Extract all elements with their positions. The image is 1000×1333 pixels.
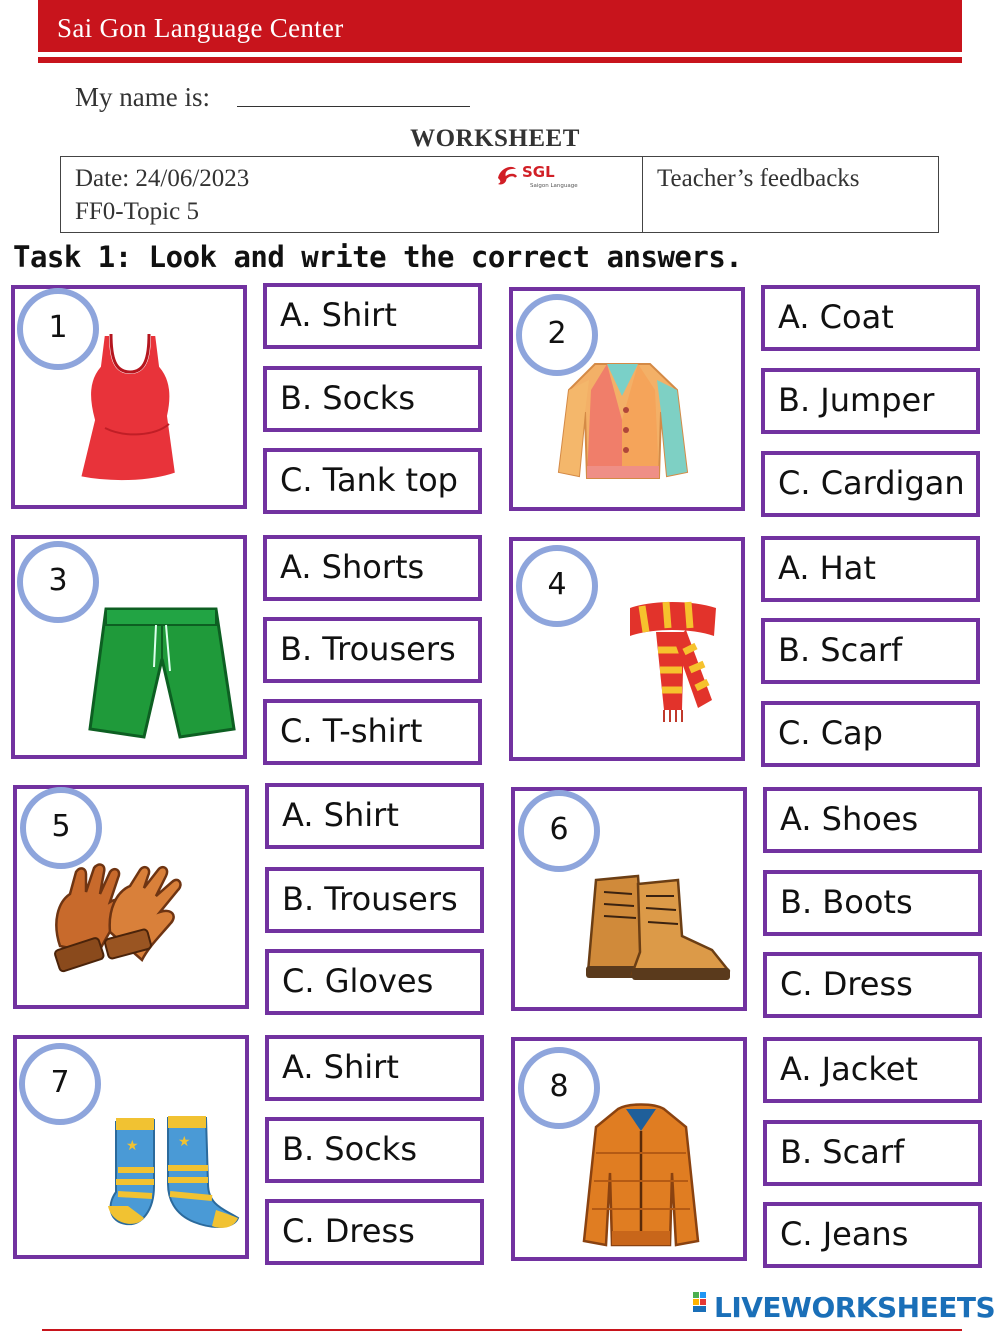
question-5-option-b[interactable]: B. Trousers — [265, 867, 484, 933]
task-title: Task 1: Look and write the correct answers. — [13, 240, 743, 274]
question-1-number: 1 — [48, 310, 68, 345]
footer-line — [42, 1329, 962, 1331]
question-3-option-b[interactable]: B. Trousers — [263, 617, 482, 683]
question-7-option-c[interactable]: C. Dress — [265, 1199, 484, 1265]
liveworksheets-brand[interactable]: LIVEWORKSHEETS — [714, 1291, 996, 1324]
question-4-option-a[interactable]: A. Hat — [761, 536, 980, 602]
question-4-option-b[interactable]: B. Scarf — [761, 618, 980, 684]
question-2-option-a[interactable]: A. Coat — [761, 285, 980, 351]
question-4-option-c[interactable]: C. Cap — [761, 701, 980, 767]
question-8-option-c[interactable]: C. Jeans — [763, 1202, 982, 1268]
question-8-option-a[interactable]: A. Jacket — [763, 1037, 982, 1103]
boots-icon — [582, 872, 734, 982]
question-2-number: 2 — [547, 316, 567, 351]
gloves-icon — [48, 862, 196, 974]
question-3-number: 3 — [48, 563, 68, 598]
sgl-logo — [494, 160, 586, 190]
question-5-option-a[interactable]: A. Shirt — [265, 783, 484, 849]
question-5-number: 5 — [51, 809, 71, 844]
name-input-line[interactable] — [237, 106, 470, 107]
question-3-option-c[interactable]: C. T-shirt — [263, 699, 482, 765]
teacher-feedback-label: Teacher’s feedbacks — [657, 165, 860, 192]
name-label: My name is: — [75, 82, 210, 112]
question-8-option-b[interactable]: B. Scarf — [763, 1120, 982, 1186]
question-6-number: 6 — [549, 812, 569, 847]
question-7-option-a[interactable]: A. Shirt — [265, 1035, 484, 1101]
shorts-icon — [88, 603, 236, 743]
question-6-option-a[interactable]: A. Shoes — [763, 787, 982, 853]
question-2-option-b[interactable]: B. Jumper — [761, 368, 980, 434]
question-1-option-c[interactable]: C. Tank top — [263, 448, 482, 514]
question-7-number: 7 — [50, 1065, 70, 1100]
question-1-option-a[interactable]: A. Shirt — [263, 283, 482, 349]
svg-text:SGL: SGL — [522, 163, 555, 181]
question-2-option-c[interactable]: C. Cardigan — [761, 451, 980, 517]
socks-icon — [104, 1114, 244, 1232]
header-underline — [38, 57, 962, 63]
question-3-option-a[interactable]: A. Shorts — [263, 535, 482, 601]
svg-text:Saigon Language: Saigon Language — [530, 183, 578, 189]
svg-text:★: ★ — [178, 1134, 191, 1150]
center-name: Sai Gon Language Center — [57, 13, 344, 43]
question-6-option-b[interactable]: B. Boots — [763, 870, 982, 936]
question-1-option-b[interactable]: B. Socks — [263, 366, 482, 432]
question-4-number: 4 — [547, 567, 567, 602]
question-5-option-c[interactable]: C. Gloves — [265, 949, 484, 1015]
scarf-icon — [622, 600, 722, 730]
question-8-number: 8 — [549, 1069, 569, 1104]
question-7-option-b[interactable]: B. Socks — [265, 1117, 484, 1183]
svg-text:★: ★ — [126, 1138, 139, 1154]
question-6-option-c[interactable]: C. Dress — [763, 952, 982, 1018]
worksheet-title: WORKSHEET — [410, 125, 580, 152]
cardigan-icon — [555, 360, 690, 485]
worksheet-topic: FF0-Topic 5 — [75, 198, 199, 225]
worksheet-date: Date: 24/06/2023 — [75, 165, 250, 192]
tank-top-icon — [65, 328, 195, 488]
info-table-divider — [642, 156, 643, 233]
liveworksheets-logo-icon — [692, 1290, 714, 1316]
jacket-icon — [582, 1103, 700, 1249]
